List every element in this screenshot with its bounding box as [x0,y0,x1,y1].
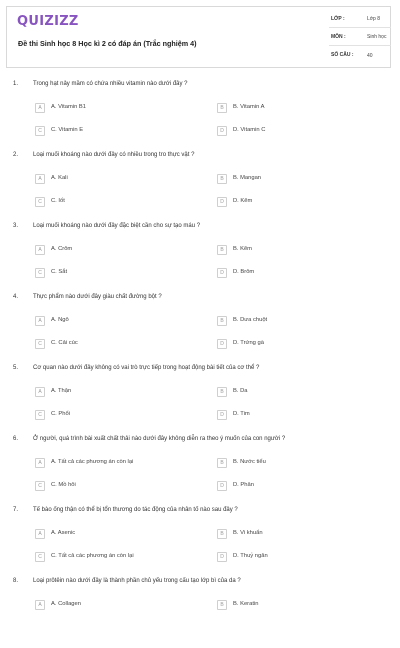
option-letter-box[interactable]: B [217,529,227,539]
option-letter-box[interactable]: A [35,529,45,539]
option-text: D. Vitamin C [233,127,266,133]
option-letter-box[interactable]: C [35,126,45,136]
meta-row-question-count [329,46,391,64]
question-number: 1. [13,81,19,87]
option-letter-box[interactable]: B [217,316,227,326]
option-letter-box[interactable]: A [35,174,45,184]
question-number: 2. [13,152,19,158]
option-letter-box[interactable]: B [217,174,227,184]
option-text: D. Trứng gà [233,340,264,346]
option-text: A. Ngô [51,317,69,323]
option-text: A. Asenic [51,530,76,536]
option-letter-box[interactable]: D [217,339,227,349]
option-letter-box[interactable]: C [35,552,45,562]
question-text: Loại muối khoáng nào dưới đây đặc biệt cần cho sự tạo máu ? [33,223,201,229]
option-text: C. Iốt [51,198,65,204]
meta-value: 40 [367,53,373,59]
quizizz-logo: QUIZIZZ [17,14,79,29]
meta-value: Sinh học [367,34,387,40]
meta-label: LỚP : [331,16,345,22]
option-text: D. Phân [233,482,254,488]
option-letter-box[interactable]: D [217,410,227,420]
option-letter-box[interactable]: A [35,387,45,397]
meta-value: Lớp 8 [367,16,381,22]
option-letter-box[interactable]: A [35,316,45,326]
option-text: B. Mangan [233,175,262,181]
option-text: C. Tất cả các phương án còn lại [51,553,134,559]
option-letter-box[interactable]: A [35,245,45,255]
option-letter-box[interactable]: D [217,481,227,491]
option-letter-box[interactable]: D [217,268,227,278]
page-title: Đề thi Sinh học 8 Học kì 2 có đáp án (Trắc nghiệm 4) [18,39,197,48]
question-item [0,223,400,293]
option-letter-box[interactable]: C [35,268,45,278]
question-text: Loại prôtêin nào dưới đây là thành phần chủ yếu trong cấu tạo lớp bì của da ? [33,578,241,584]
option-letter-box[interactable]: B [217,600,227,610]
option-letter-box[interactable]: D [217,197,227,207]
option-text: D. Brôm [233,269,255,275]
question-number: 4. [13,294,19,300]
question-number: 6. [13,436,19,442]
option-letter-box[interactable]: A [35,103,45,113]
option-text: A. Vitamin B1 [51,104,87,110]
option-text: B. Dưa chuột [233,317,268,323]
question-number: 8. [13,578,19,584]
question-text: Cơ quan nào dưới đây không có vai trò trực tiếp trong hoạt động bài tiết của cơ thể ? [33,365,260,371]
worksheet-header [6,6,391,68]
question-text: Trong hạt nảy mầm có chứa nhiều vitamin nào dưới đây ? [33,81,188,87]
option-text: C. Sắt [51,269,68,275]
question-item [0,294,400,364]
question-number: 5. [13,365,19,371]
option-letter-box[interactable]: C [35,339,45,349]
option-text: A. Tất cả các phương án còn lại [51,459,134,465]
option-letter-box[interactable]: C [35,481,45,491]
option-text: C. Vitamin E [51,127,84,133]
option-letter-box[interactable]: B [217,245,227,255]
question-number: 7. [13,507,19,513]
option-text: D. Kẽm [233,198,253,204]
option-text: C. Phổi [51,411,71,417]
option-text: B. Vitamin A [233,104,265,110]
question-item [0,81,400,151]
option-letter-box[interactable]: B [217,458,227,468]
option-text: B. Da [233,388,248,394]
question-text: Tế bào ống thận có thể bị tổn thương do tác động của nhân tố nào sau đây ? [33,507,238,513]
question-text: Loại muối khoáng nào dưới đây có nhiều trong tro thực vật ? [33,152,195,158]
option-letter-box[interactable]: B [217,387,227,397]
option-text: D. Thuỷ ngân [233,553,268,559]
option-letter-box[interactable]: A [35,600,45,610]
option-letter-box[interactable]: D [217,126,227,136]
meta-panel [329,7,391,69]
meta-label: SỐ CÂU : [331,52,354,58]
question-item [0,152,400,222]
option-text: A. Crôm [51,246,73,252]
question-item [0,365,400,435]
option-letter-box[interactable]: B [217,103,227,113]
option-text: C. Mồ hôi [51,482,76,488]
meta-label: MÔN : [331,34,346,40]
option-text: A. Collagen [51,601,81,607]
question-text: Thực phẩm nào dưới đây giàu chất đường bột ? [33,294,162,300]
option-text: B. Keratin [233,601,259,607]
question-item [0,578,400,648]
option-text: A. Kali [51,175,68,181]
option-text: B. Vi khuẩn [233,530,263,536]
meta-row-subject [329,28,391,46]
option-text: A. Thận [51,388,72,394]
question-number: 3. [13,223,19,229]
option-text: D. Tim [233,411,250,417]
question-item [0,436,400,506]
option-letter-box[interactable]: C [35,197,45,207]
option-text: B. Nước tiểu [233,459,266,465]
option-text: B. Kẽm [233,246,253,252]
option-letter-box[interactable]: D [217,552,227,562]
question-text: Ở người, quá trình bài xuất chất thải nào dưới đây không diễn ra theo ý muốn của con người ? [33,436,286,442]
option-letter-box[interactable]: C [35,410,45,420]
option-letter-box[interactable]: A [35,458,45,468]
meta-row-class [329,10,391,28]
option-text: C. Cải cúc [51,340,78,346]
question-item [0,507,400,577]
